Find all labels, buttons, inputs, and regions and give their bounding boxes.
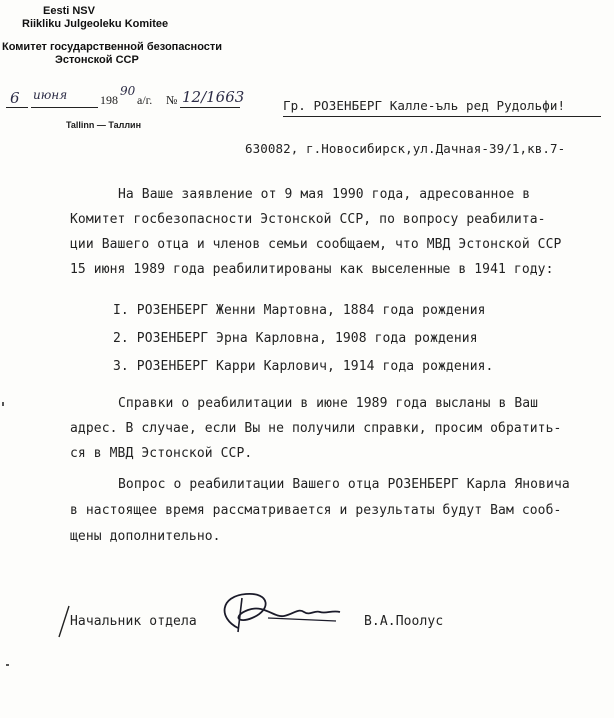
body-p2-line1: Справки о реабилитации в июне 1989 года высланы в Ваш bbox=[118, 396, 539, 411]
letterhead-estonian-line1: Eesti NSV bbox=[43, 5, 95, 17]
document-number: 12/1663 bbox=[182, 88, 245, 106]
body-p1-line1: На Ваше заявление от 9 мая 1990 года, адресованное в bbox=[118, 187, 531, 202]
recipient-name: Гр. РОЗЕНБЕРГ Калле-ъль ред Рудольфи! bbox=[283, 98, 566, 113]
signatory-title: Начальник отдела bbox=[70, 614, 197, 629]
date-year-prefix: 198 bbox=[100, 93, 118, 107]
scan-speck bbox=[2, 402, 4, 406]
signatory-name: В.А.Поолус bbox=[364, 614, 444, 629]
letterhead-russian-line1: Комитет государственной безопасности bbox=[2, 41, 223, 53]
scan-speck bbox=[6, 664, 9, 666]
body-p1-line4: 15 июня 1989 года реабилитированы как выселенные в 1941 году: bbox=[70, 262, 554, 277]
date-year-abbr: а/г. bbox=[137, 93, 153, 107]
list-item-3: 3. РОЗЕНБЕРГ Карри Карлович, 1914 года рождения. bbox=[113, 359, 494, 374]
city-line: Tallinn — Таллин bbox=[66, 120, 142, 130]
letterhead-russian-line2: Эстонской ССР bbox=[55, 54, 139, 66]
body-p3-line1: Вопрос о реабилитации Вашего отца РОЗЕНБЕРГ Карла Яновича bbox=[118, 477, 570, 492]
body-p1-line2: Комитет госбезопасности Эстонской ССР, по вопросу реабилита- bbox=[70, 212, 546, 227]
body-p2-line3: ся в МВД Эстонской ССР. bbox=[70, 446, 253, 461]
letterhead-estonian-line2: Riikliku Julgeoleku Komitee bbox=[22, 18, 169, 30]
body-p3-line3: щены дополнительно. bbox=[70, 529, 221, 544]
date-day: 6 bbox=[10, 89, 20, 107]
number-sign: № bbox=[166, 93, 178, 107]
date-month: июня bbox=[33, 88, 68, 102]
date-year-suffix: 90 bbox=[120, 84, 136, 98]
body-p3-line2: в настоящее время рассматривается и результаты будут Вам сооб- bbox=[70, 503, 562, 518]
recipient-address: 630082, г.Новосибирск,ул.Дачная-39/1,кв.7- bbox=[245, 141, 566, 156]
handwritten-signature bbox=[208, 588, 348, 638]
list-item-1: I. РОЗЕНБЕРГ Женни Мартовна, 1884 года рождения bbox=[113, 303, 486, 318]
body-p2-line2: адрес. В случае, если Вы не получили справки, просим обратить- bbox=[70, 421, 562, 436]
body-p1-line3: ции Вашего отца и членов семьи сообщаем, что МВД Эстонской ССР bbox=[70, 237, 562, 252]
list-item-2: 2. РОЗЕНБЕРГ Эрна Карловна, 1908 года рождения bbox=[113, 331, 478, 346]
